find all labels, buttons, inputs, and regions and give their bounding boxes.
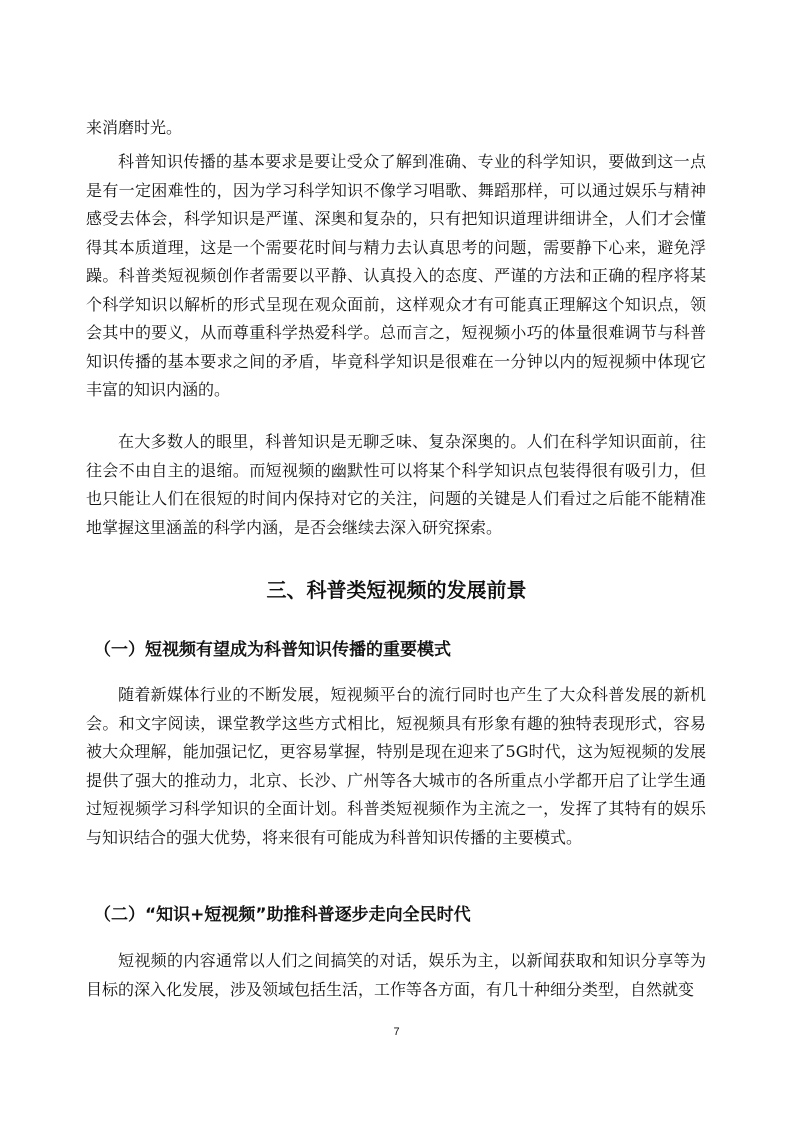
page-number: 7 xyxy=(393,1026,400,1038)
section-title: 三、科普类短视频的发展前景 xyxy=(266,578,527,602)
paragraph-continuation: 来消磨时光。 xyxy=(86,118,183,137)
paragraph-requirements: 科普知识传播的基本要求是要让受众了解到准确、专业的科学知识，要做到这一点是有一定困难性的，因为学习科学知识不像学习唱歌、舞蹈那样，可以通过娱乐与精神感受去体会，科学知识是严谨、深奥和复杂的，只有把知识道理讲细讲全，人们才会懂得其本质道理，这是一个需要花时间与精力去认真思考的问题，需要静下心来，避免浮躁。科普类短视频创作者需要以平静、认真投入的态度、严谨的方法和正确的程序将某个科学知识以解析的形式呈现在观众面前，这样观众才有可能真正理解这个知识点，领会其中的要义，从而尊重科学热爱科学。总而言之，短视频小巧的体量很难调节与科普知识传播的基本要求之间的矛盾，毕竟科学知识是很难在一分钟以内的短视频中体现它丰富的知识内涵的。 xyxy=(86,152,706,399)
subsection-paragraph-2: 短视频的内容通常以人们之间搞笑的对话，娱乐为主，以新闻获取和知识分享等为目标的深入化发展，涉及领域包括生活，工作等各方面，有几十种细分类型，自然就变 xyxy=(86,951,706,999)
subsection-paragraph-1: 随着新媒体行业的不断发展，短视频平台的流行同时也产生了大众科普发展的新机会。和文字阅读，课堂教学这些方式相比，短视频具有形象有趣的独特表现形式，容易被大众理解，能加强记忆，更容易掌握，特别是现在迎来了5G时代，这为短视频的发展提供了强大的推动力，北京、长沙、广州等各大城市的各所重点小学都开启了让学生通过短视频学习科学知识的全面计划。科普类短视频作为主流之一，发挥了其特有的娱乐与知识结合的强大优势，将来很有可能成为科普知识传播的主要模式。 xyxy=(86,685,706,847)
subsection-title-1: （一）短视频有望成为科普知识传播的重要模式 xyxy=(94,640,451,660)
paragraph-perception: 在大多数人的眼里，科普知识是无聊乏味、复杂深奥的。人们在科学知识面前，往往会不由自主的退缩。而短视频的幽默性可以将某个科学知识点包装得很有吸引力，但也只能让人们在很短的时间内保持对它的关注，问题的关键是人们看过之后能不能精准地掌握这里涵盖的科学内涵，是否会继续去深入研究探索。 xyxy=(86,432,706,537)
subsection-title-2: （二）“知识+短视频”助推科普逐步走向全民时代 xyxy=(94,905,471,925)
